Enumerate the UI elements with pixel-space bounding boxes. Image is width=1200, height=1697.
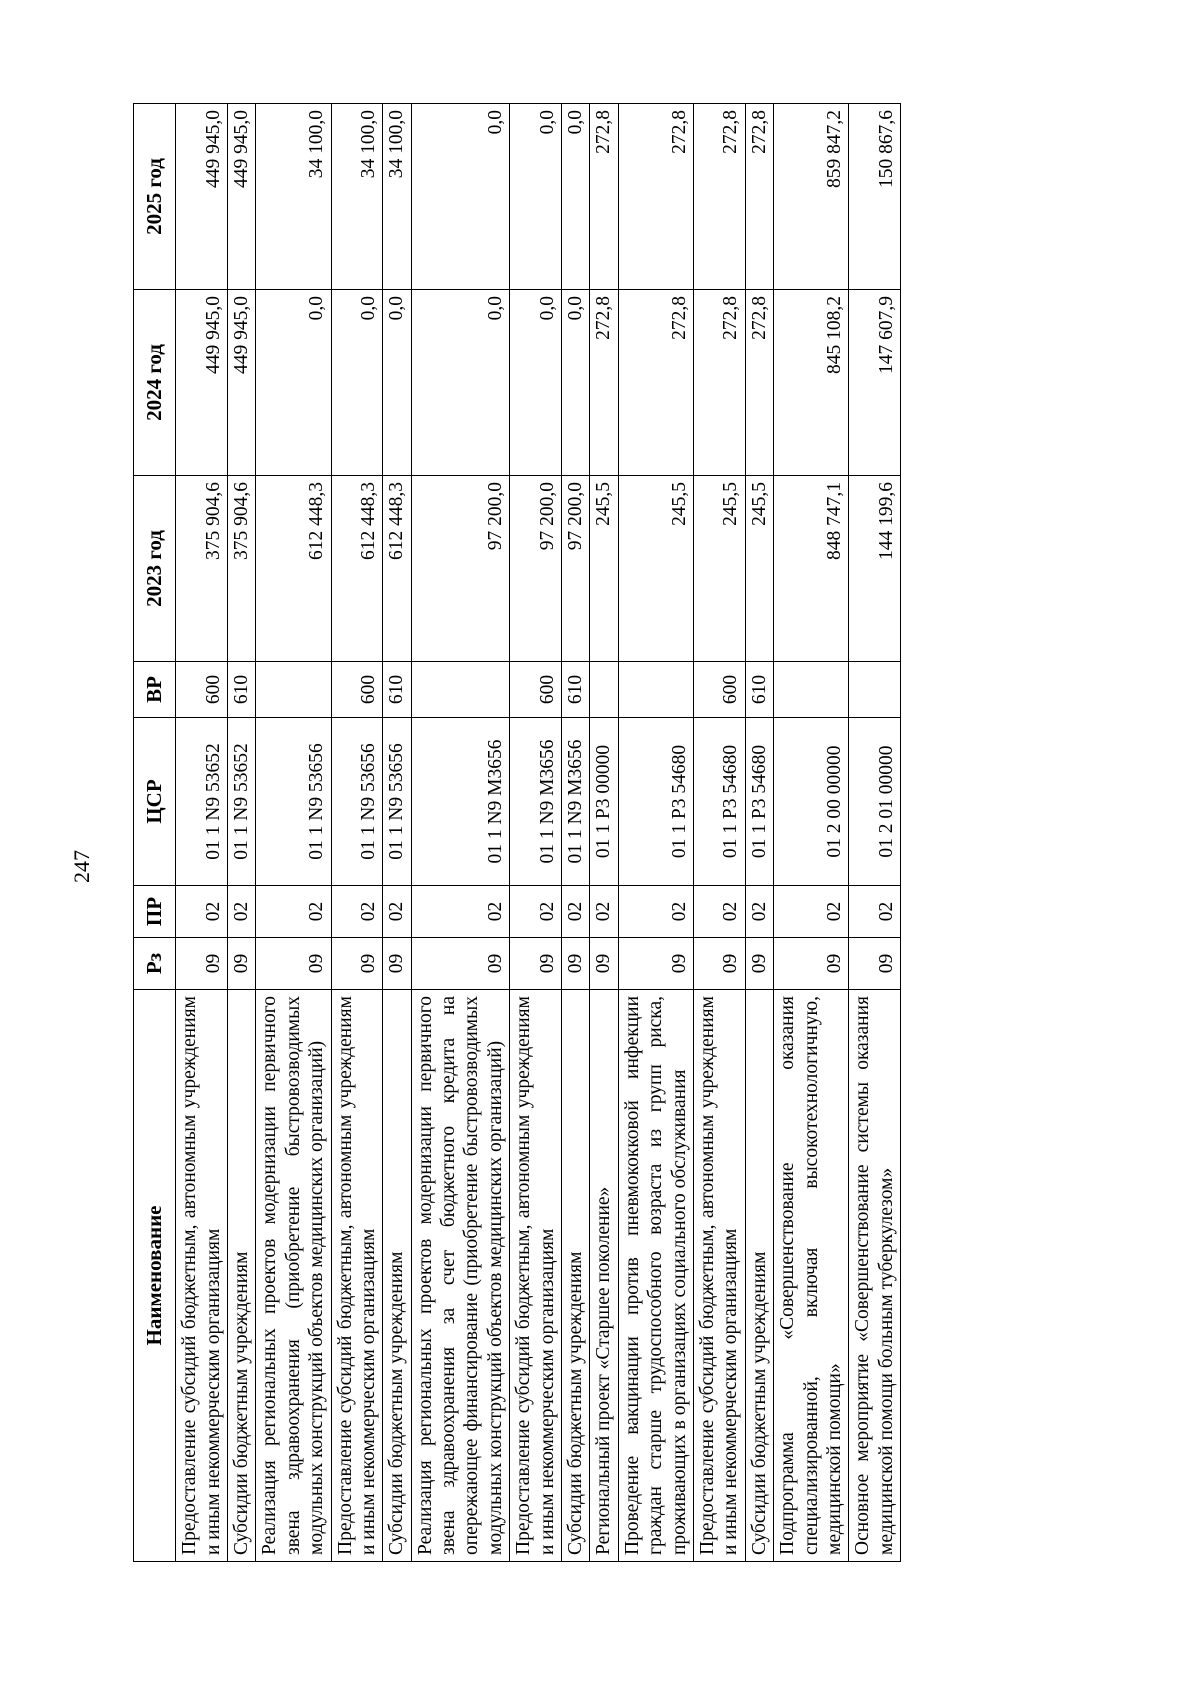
cell-y2024: 272,8 [745,290,773,476]
cell-vr: 600 [694,662,746,718]
cell-y2023: 245,5 [590,476,618,662]
table-row [849,104,901,1562]
table-row [176,104,228,1562]
cell-vr [590,662,618,718]
cell-rz: 09 [256,938,331,990]
cell-name: Предоставление субсидий бюджетным, автономным учреждениям и иным некоммерческим организациям [694,990,746,1562]
table-row [331,104,383,1562]
cell-pr: 02 [590,886,618,938]
cell-y2025: 272,8 [590,104,618,290]
table-body [176,104,901,1562]
cell-csr: 01 1 P3 54680 [694,718,746,886]
cell-rz: 09 [227,938,255,990]
cell-csr: 01 1 N9 M3656 [411,718,510,886]
cell-pr: 02 [256,886,331,938]
cell-y2023: 612 448,3 [331,476,383,662]
cell-y2025: 0,0 [562,104,590,290]
cell-name: Предоставление субсидий бюджетным, автономным учреждениям и иным некоммерческим организациям [331,990,383,1562]
cell-csr: 01 1 N9 53656 [256,718,331,886]
cell-pr: 02 [562,886,590,938]
cell-y2024: 0,0 [562,290,590,476]
cell-pr: 02 [694,886,746,938]
header-pr: ПР [134,886,176,938]
cell-y2023: 245,5 [618,476,693,662]
cell-vr [411,662,510,718]
cell-name: Реализация региональных проектов модернизации первичного звена здравоохранения за счет бюджетного кредита на опережающее финансирование (приобретение быстровозводимых модульных конструкций объектов медицинских организаций) [411,990,510,1562]
cell-y2024: 0,0 [256,290,331,476]
cell-y2024: 0,0 [331,290,383,476]
cell-y2023: 375 904,6 [227,476,255,662]
cell-pr: 02 [227,886,255,938]
cell-name: Субсидии бюджетным учреждениям [227,990,255,1562]
cell-name: Проведение вакцинации против пневмококковой инфекции граждан старше трудоспособного возраста из групп риска, проживающих в организациях социального обслуживания [618,990,693,1562]
cell-y2025: 272,8 [745,104,773,290]
cell-y2024: 845 108,2 [774,290,849,476]
cell-name: Реализация региональных проектов модернизации первичного звена здравоохранения (приобретение быстровозводимых модульных конструкций объектов медицинских организаций) [256,990,331,1562]
cell-y2023: 144 199,6 [849,476,901,662]
cell-csr: 01 1 P3 54680 [618,718,693,886]
table-row [745,104,773,1562]
header-2023: 2023 год [134,476,176,662]
table-header-row [134,104,176,1562]
cell-pr: 02 [383,886,411,938]
cell-name: Основное мероприятие «Совершенствование системы оказания медицинской помощи больным туберкулезом» [849,990,901,1562]
cell-y2025: 272,8 [694,104,746,290]
cell-pr: 02 [331,886,383,938]
cell-y2025: 34 100,0 [383,104,411,290]
cell-rz: 09 [694,938,746,990]
cell-csr: 01 1 N9 M3656 [510,718,562,886]
table-row [510,104,562,1562]
cell-vr [849,662,901,718]
cell-csr: 01 1 P3 00000 [590,718,618,886]
cell-y2024: 449 945,0 [176,290,228,476]
cell-y2023: 97 200,0 [562,476,590,662]
table-row [590,104,618,1562]
cell-pr: 02 [849,886,901,938]
header-2025: 2025 год [134,104,176,290]
cell-csr: 01 1 N9 M3656 [562,718,590,886]
cell-y2023: 97 200,0 [510,476,562,662]
cell-name: Предоставление субсидий бюджетным, автономным учреждениям и иным некоммерческим организациям [510,990,562,1562]
cell-pr: 02 [411,886,510,938]
cell-csr: 01 1 N9 53652 [227,718,255,886]
cell-y2024: 272,8 [618,290,693,476]
cell-y2023: 245,5 [694,476,746,662]
cell-pr: 02 [510,886,562,938]
cell-vr: 610 [383,662,411,718]
header-vr: ВР [134,662,176,718]
cell-y2023: 375 904,6 [176,476,228,662]
cell-name: Субсидии бюджетным учреждениям [745,990,773,1562]
cell-rz: 09 [849,938,901,990]
header-name: Наименование [134,990,176,1562]
cell-y2025: 272,8 [618,104,693,290]
cell-y2024: 272,8 [694,290,746,476]
header-csr: ЦСР [134,718,176,886]
header-rz: Рз [134,938,176,990]
cell-name: Подпрограмма «Совершенствование оказания специализированной, включая высокотехнологичную, медицинской помощи» [774,990,849,1562]
cell-y2023: 97 200,0 [411,476,510,662]
cell-rz: 09 [510,938,562,990]
cell-name: Субсидии бюджетным учреждениям [562,990,590,1562]
cell-pr: 02 [176,886,228,938]
cell-name: Региональный проект «Старшее поколение» [590,990,618,1562]
cell-y2023: 612 448,3 [256,476,331,662]
cell-rz: 09 [618,938,693,990]
cell-rz: 09 [331,938,383,990]
cell-csr: 01 1 P3 54680 [745,718,773,886]
cell-vr: 600 [510,662,562,718]
cell-y2024: 449 945,0 [227,290,255,476]
table-row [227,104,255,1562]
cell-y2025: 150 867,6 [849,104,901,290]
table-row [774,104,849,1562]
cell-y2025: 0,0 [510,104,562,290]
cell-y2025: 449 945,0 [227,104,255,290]
cell-pr: 02 [745,886,773,938]
cell-vr: 610 [227,662,255,718]
cell-csr: 01 2 00 00000 [774,718,849,886]
cell-rz: 09 [774,938,849,990]
cell-vr [618,662,693,718]
table-row [411,104,510,1562]
header-2024: 2024 год [134,290,176,476]
cell-y2025: 449 945,0 [176,104,228,290]
table-row [383,104,411,1562]
cell-rz: 09 [176,938,228,990]
rotated-page-content [133,104,1026,1562]
cell-y2023: 848 747,1 [774,476,849,662]
cell-csr: 01 1 N9 53656 [383,718,411,886]
cell-vr: 610 [745,662,773,718]
cell-y2025: 859 847,2 [774,104,849,290]
table-row [562,104,590,1562]
cell-y2025: 34 100,0 [256,104,331,290]
cell-y2023: 245,5 [745,476,773,662]
table-row [694,104,746,1562]
cell-vr [774,662,849,718]
cell-y2024: 272,8 [590,290,618,476]
cell-y2023: 612 448,3 [383,476,411,662]
cell-pr: 02 [774,886,849,938]
cell-y2025: 0,0 [411,104,510,290]
cell-pr: 02 [618,886,693,938]
cell-name: Предоставление субсидий бюджетным, автономным учреждениям и иным некоммерческим организациям [176,990,228,1562]
cell-name: Субсидии бюджетным учреждениям [383,990,411,1562]
cell-vr: 600 [331,662,383,718]
cell-csr: 01 1 N9 53656 [331,718,383,886]
cell-csr: 01 1 N9 53652 [176,718,228,886]
cell-y2024: 147 607,9 [849,290,901,476]
cell-y2024: 0,0 [383,290,411,476]
cell-vr: 600 [176,662,228,718]
cell-y2024: 0,0 [411,290,510,476]
cell-rz: 09 [590,938,618,990]
cell-csr: 01 2 01 00000 [849,718,901,886]
table-row [618,104,693,1562]
table-row [256,104,331,1562]
cell-y2025: 34 100,0 [331,104,383,290]
cell-vr: 610 [562,662,590,718]
cell-rz: 09 [562,938,590,990]
cell-y2024: 0,0 [510,290,562,476]
budget-table [133,103,901,1562]
page-number: 247 [69,850,94,883]
cell-rz: 09 [383,938,411,990]
cell-rz: 09 [745,938,773,990]
cell-vr [256,662,331,718]
cell-rz: 09 [411,938,510,990]
